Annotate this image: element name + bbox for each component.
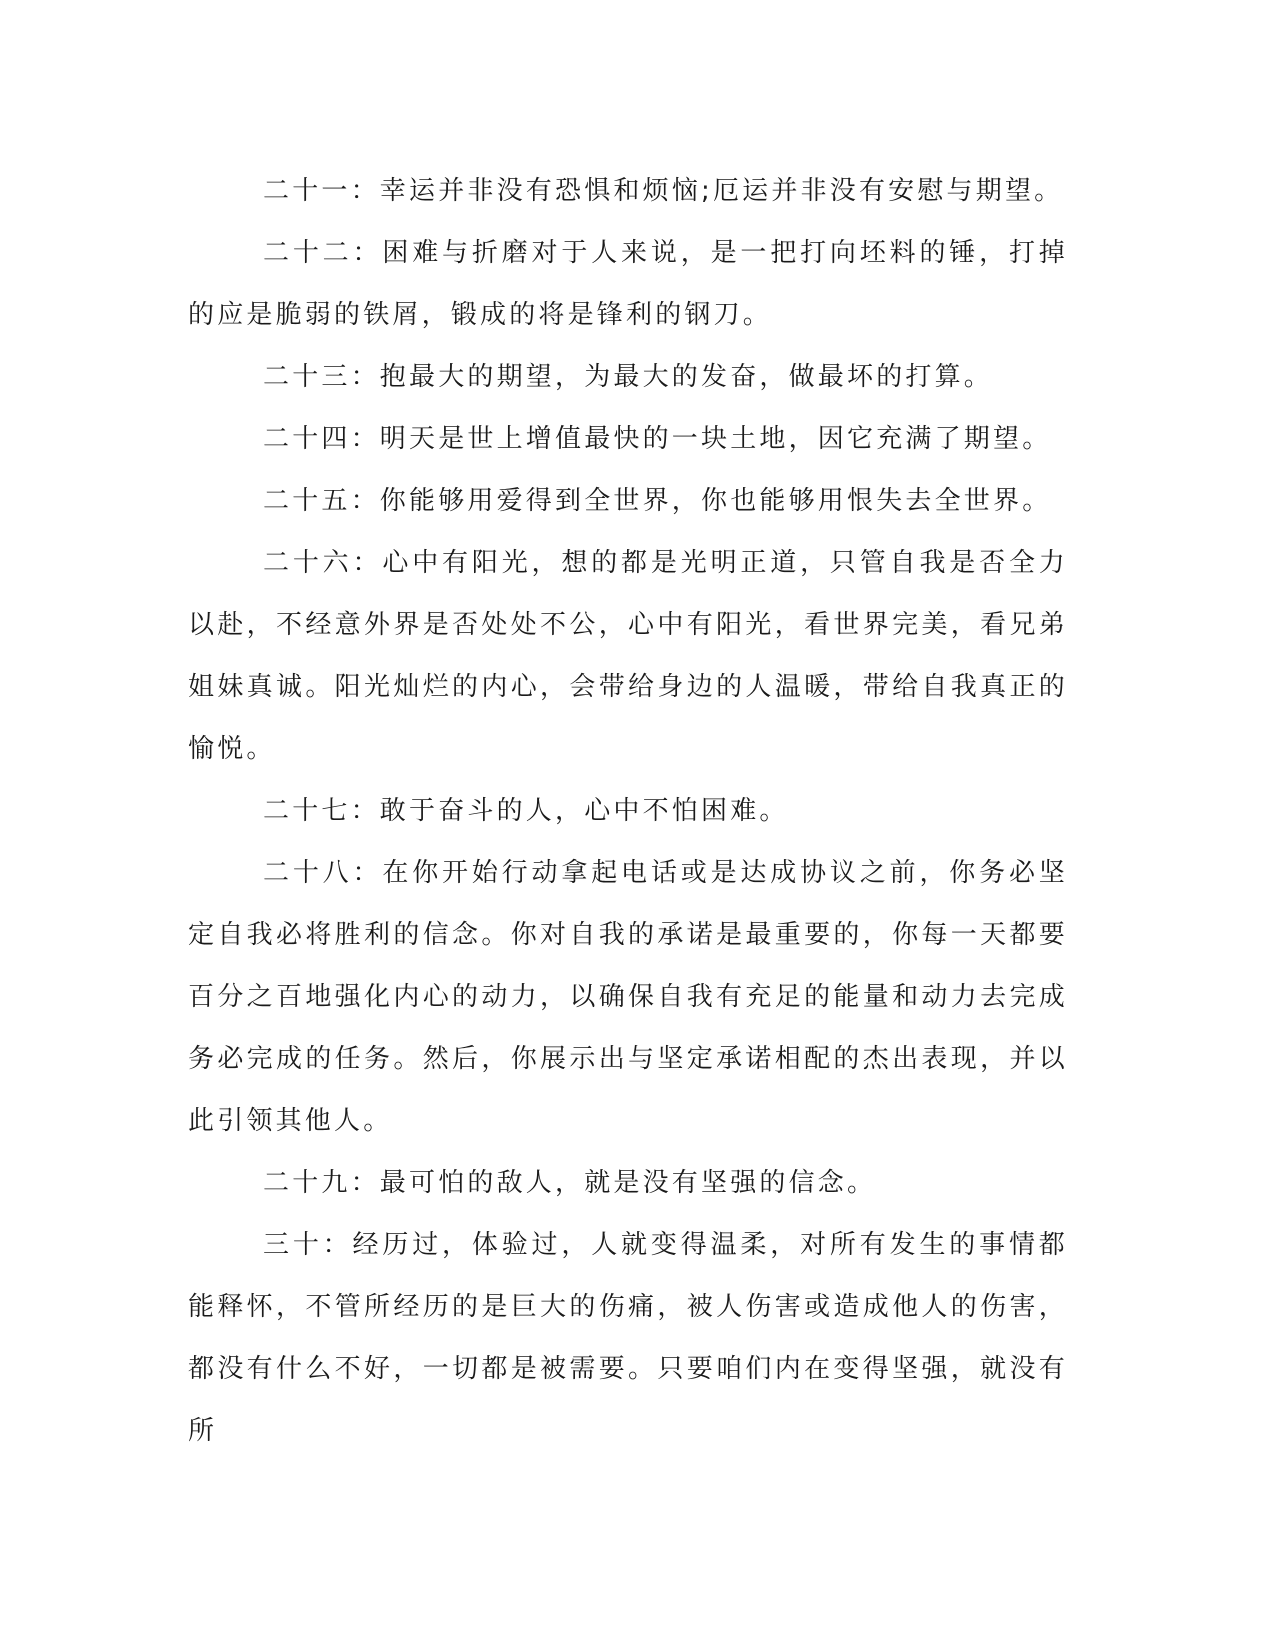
- paragraph-27: 二十七：敢于奋斗的人，心中不怕困难。: [263, 796, 789, 826]
- paragraph-21: 二十一：幸运并非没有恐惧和烦恼;厄运并非没有安慰与期望。: [263, 176, 1064, 206]
- paragraph-25: 二十五：你能够用爱得到全世界，你也能够用恨失去全世界。: [263, 486, 1052, 516]
- paragraph-23: 二十三：抱最大的期望，为最大的发奋，做最坏的打算。: [263, 362, 994, 392]
- document-body: [188, 160, 1068, 1462]
- paragraph-28: 二十八：在你开始行动拿起电话或是达成协议之前，你务必坚定自我必将胜利的信念。你对自我的承诺是最重要的，你每一天都要百分之百地强化内心的动力，以确保自我有充足的能量和动力去完成务必完成的任务。然后，你展示出与坚定承诺相配的杰出表现，并以此引领其他人。: [188, 858, 1068, 1136]
- paragraph-22: 二十二：困难与折磨对于人来说，是一把打向坯料的锤，打掉的应是脆弱的铁屑，锻成的将是锋利的钢刀。: [188, 238, 1068, 330]
- paragraph-24: 二十四：明天是世上增值最快的一块土地，因它充满了期望。: [263, 424, 1052, 454]
- paragraph-26: 二十六：心中有阳光，想的都是光明正道，只管自我是否全力以赴，不经意外界是否处处不公，心中有阳光，看世界完美，看兄弟姐妹真诚。阳光灿烂的内心，会带给身边的人温暖，带给自我真正的愉悦。: [188, 548, 1068, 764]
- paragraph-30: 三十：经历过，体验过，人就变得温柔，对所有发生的事情都能释怀，不管所经历的是巨大的伤痛，被人伤害或造成他人的伤害，都没有什么不好，一切都是被需要。只要咱们内在变得坚强，就没有所: [188, 1230, 1068, 1446]
- paragraph-29: 二十九：最可怕的敌人，就是没有坚强的信念。: [263, 1168, 877, 1198]
